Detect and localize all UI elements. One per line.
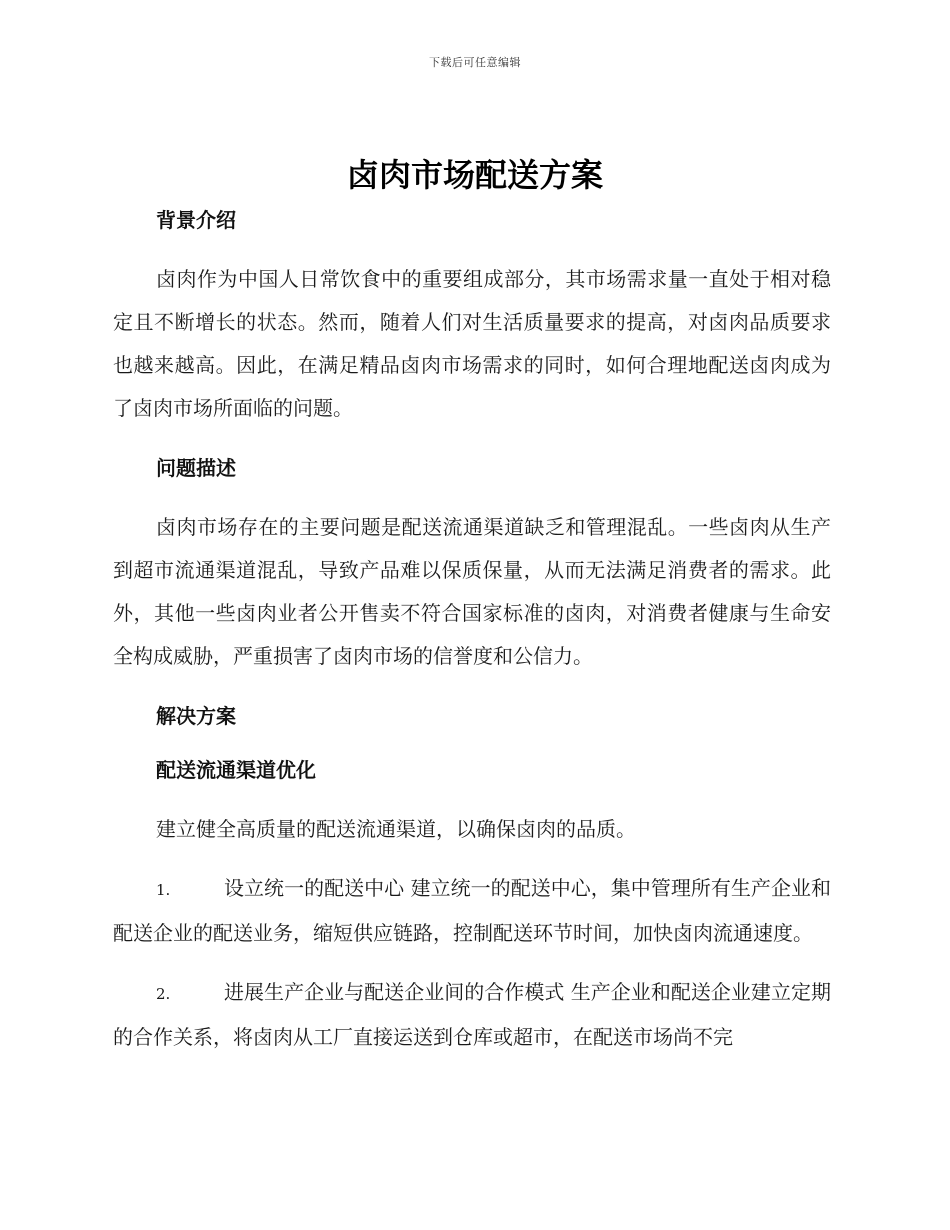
section-heading-solution: 解决方案 — [156, 704, 236, 728]
paragraph-problem: 卤肉市场存在的主要问题是配送流通渠道缺乏和管理混乱。一些卤肉从生产到超市流通渠道混乱，导致产品难以保质保量，从而无法满足消费者的需求。此外，其他一些卤肉业者公开售卖不符合国家标准的卤肉，对消费者健康与生命安全构成威胁，严重损害了卤肉市场的信誉度和公信力。 — [113, 515, 831, 668]
document-title: 卤肉市场配送方案 — [346, 156, 603, 194]
header-note: 下载后可任意编辑 — [429, 56, 521, 69]
list-item-number: 2. — [156, 985, 171, 1003]
subsection-heading-channel: 配送流通渠道优化 — [156, 758, 316, 782]
section-heading-problem: 问题描述 — [156, 456, 236, 480]
document-body — [113, 204, 831, 1059]
section-heading-background: 背景介绍 — [156, 208, 236, 232]
list-item — [113, 867, 831, 955]
paragraph-solution-intro: 建立健全高质量的配送流通渠道，以确保卤肉的品质。 — [156, 817, 636, 841]
paragraph-background: 卤肉作为中国人日常饮食中的重要组成部分，其市场需求量一直处于相对稳定且不断增长的状态。然而，随着人们对生活质量要求的提高，对卤肉品质要求也越来越高。因此，在满足精品卤肉市场需求的同时，如何合理地配送卤肉成为了卤肉市场所面临的问题。 — [113, 267, 831, 420]
list-item — [113, 971, 831, 1059]
list-item-number: 1. — [156, 881, 171, 899]
list-item-text: 进展生产企业与配送企业间的合作模式 生产企业和配送企业建立定期的合作关系，将卤肉从工厂直接运送到仓库或超市，在配送市场尚不完 — [113, 980, 831, 1049]
list-item-text: 设立统一的配送中心 建立统一的配送中心，集中管理所有生产企业和配送企业的配送业务，缩短供应链路，控制配送环节时间，加快卤肉流通速度。 — [113, 876, 831, 945]
